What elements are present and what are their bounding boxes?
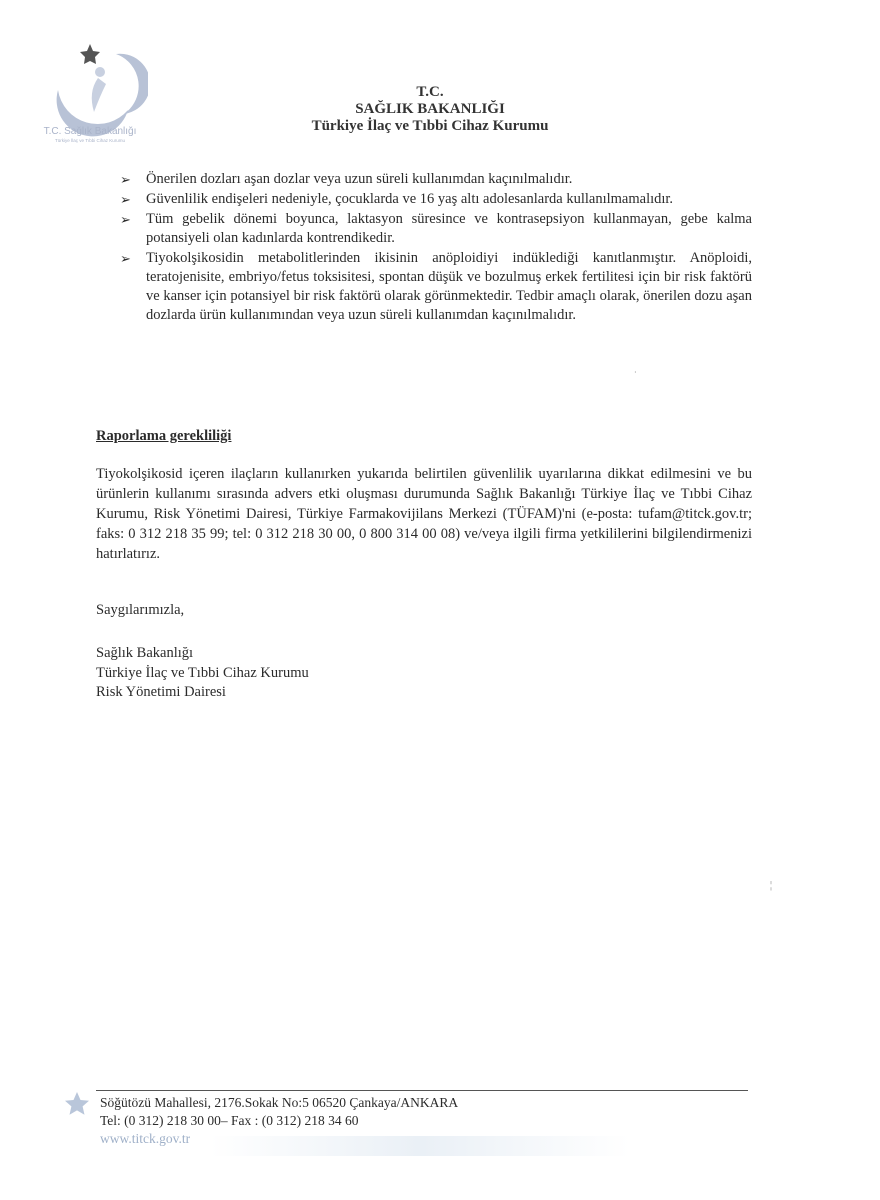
arrow-bullet-icon: ➢ bbox=[120, 172, 131, 187]
list-item-text: Güvenlilik endişeleri nedeniyle, çocuklarda ve 16 yaş altı adolesanlarda kullanılmamalıdır. bbox=[146, 191, 674, 207]
footer-website[interactable]: www.titck.gov.tr bbox=[100, 1131, 191, 1146]
footer-phone: Tel: (0 312) 218 30 00– Fax : (0 312) 218 34 60 bbox=[100, 1113, 359, 1128]
warning-list bbox=[120, 170, 752, 326]
scan-speck: · bbox=[634, 368, 637, 377]
logo-caption bbox=[30, 126, 150, 144]
footer-divider bbox=[96, 1090, 748, 1091]
footer-address: Söğütözü Mahallesi, 2176.Sokak No:5 06520 Çankaya/ANKARA bbox=[100, 1095, 459, 1110]
list-item-text: Tüm gebelik dönemi boyunca, laktasyon süresince ve kontrasepsiyon kullanmayan, gebe kalma potansiyeli olan kadınlarda kontrendikedir. bbox=[146, 211, 752, 246]
signature-line-1: Sağlık Bakanlığı bbox=[96, 645, 194, 661]
star-icon bbox=[62, 1090, 92, 1120]
logo-caption-text: T.C. Sağlık Bakanlığı bbox=[43, 126, 137, 137]
header-line-1: T.C. bbox=[416, 84, 444, 100]
footer bbox=[100, 1094, 458, 1148]
signature-line-2: Türkiye İlaç ve Tıbbi Cihaz Kurumu bbox=[96, 664, 309, 681]
reporting-paragraph: Tiyokolşikosid içeren ilaçların kullanırken yukarıda belirtilen güvenlilik uyarılarına dikkat edilmesini ve bu ürünlerin kullanımı sırasında advers etki oluşması durumunda Sağlık Bakanlığı Türkiye İlaç ve Tıbbi Cihaz Kurumu, Risk Yönetimi Dairesi, Türkiye Farmakovijilans Merkezi (TÜFAM)'ni (e-posta: tufam@titck.gov.tr; faks: 0 312 218 35 99; tel: 0 312 218 30 00, 0 800 314 00 08) ve/veya ilgili firma yetkililerini bilgilendirmenizi hatırlatırız. bbox=[96, 466, 752, 562]
header-line-3: Türkiye İlaç ve Tıbbi Cihaz Kurumu bbox=[311, 118, 549, 134]
list-item-text: Tiyokolşikosidin metabolitlerinden ikisinin anöploidiyi indüklediği kanıtlanmıştır. Anöploidi, teratojenisite, embriyo/fetus toksisitesi, spontan düşük ve bozulmuş erkek fertilitesi için bir risk faktörü ve kanser için potansiyel bir risk faktörü olarak görünmektedir. Tedbir amaçlı olarak, önerilen dozu aşan dozlarda ürün kullanımından veya uzun süreli kullanımdan kaçınılmalıdır. bbox=[146, 250, 752, 323]
list-item-text: Önerilen dozları aşan dozlar veya uzun süreli kullanımdan kaçınılmalıdır. bbox=[146, 171, 573, 187]
scan-specks: ¦ bbox=[770, 880, 773, 891]
header-line-2: SAĞLIK BAKANLIĞI bbox=[355, 101, 505, 117]
signature-line-3: Risk Yönetimi Dairesi bbox=[96, 684, 226, 700]
signature-block bbox=[96, 644, 309, 703]
arrow-bullet-icon: ➢ bbox=[120, 251, 131, 266]
list-item bbox=[120, 170, 752, 189]
section-title: Raporlama gerekliliği bbox=[96, 428, 232, 444]
letterhead bbox=[240, 84, 620, 135]
closing-greeting: Saygılarımızla, bbox=[96, 602, 185, 618]
arrow-bullet-icon: ➢ bbox=[120, 212, 131, 227]
logo-subcaption: Türkiye İlaç ve Tıbbi Cihaz Kurumu bbox=[55, 138, 125, 143]
list-item bbox=[120, 210, 752, 248]
arrow-bullet-icon: ➢ bbox=[120, 192, 131, 207]
list-item bbox=[120, 249, 752, 325]
list-item bbox=[120, 190, 752, 209]
